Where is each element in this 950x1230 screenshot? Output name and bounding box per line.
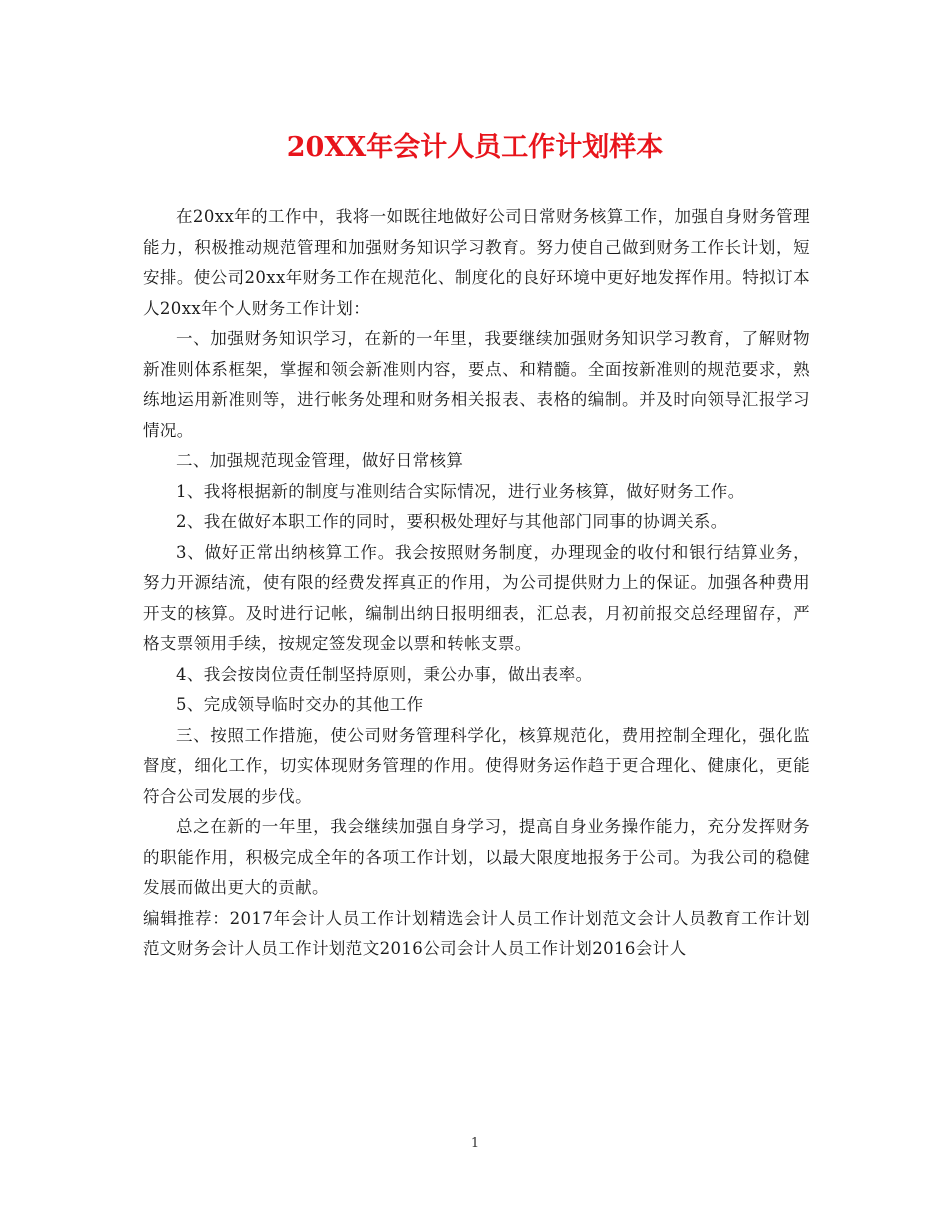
paragraph-section-2-heading: 二、加强规范现金管理，做好日常核算 bbox=[176, 451, 464, 470]
paragraph-intro: 在20xx年的工作中，我将一如既往地做好公司日常财务核算工作，加强自身财务管理能力，积极推动规范管理和加强财务知识学习教育。努力使自己做到财务工作长计划，短安排。使公司20xx年财务工作在规范化、制度化的良好环境中更好地发挥作用。特拟订本人20xx年个人财务工作计划： bbox=[143, 207, 810, 318]
paragraph-section-3: 三、按照工作措施，使公司财务管理科学化，核算规范化，费用控制全理化，强化监督度，细化工作，切实体现财务管理的作用。使得财务运作趋于更合理化、健康化，更能符合公司发展的步伐。 bbox=[143, 725, 810, 806]
recommend-text: 编辑推荐：2017年会计人员工作计划精选会计人员工作计划范文会计人员教育工作计划范文财务会计人员工作计划范文2016公司会计人员工作计划2016会计人 bbox=[143, 908, 810, 958]
paragraph-conclusion: 总之在新的一年里，我会继续加强自身学习，提高自身业务操作能力，充分发挥财务的职能作用，积极完成全年的各项工作计划，以最大限度地报务于公司。为我公司的稳健发展而做出更大的贡献。 bbox=[143, 817, 810, 897]
paragraph-item-2: 2、我在做好本职工作的同时，要积极处理好与其他部门同事的协调关系。 bbox=[176, 512, 728, 531]
paragraph-item-1: 1、我将根据新的制度与准则结合实际情况，进行业务核算，做好财务工作。 bbox=[176, 481, 745, 501]
paragraph-item-4: 4、我会按岗位责任制坚持原则，秉公办事，做出表率。 bbox=[176, 664, 593, 684]
document-body bbox=[143, 202, 810, 965]
page-number: 1 bbox=[470, 1136, 480, 1151]
paragraph-item-5: 5、完成领导临时交办的其他工作 bbox=[176, 695, 424, 714]
paragraph-item-3: 3、做好正常出纳核算工作。我会按照财务制度，办理现金的收付和银行结算业务，努力开源结流，使有限的经费发挥真正的作用，为公司提供财力上的保证。加强各种费用开支的核算。及时进行记帐，编制出纳日报明细表，汇总表，月初前报交总经理留存，严格支票领用手续，按规定签发现金以票和转帐支票。 bbox=[143, 542, 810, 653]
document-title: 20XX年会计人员工作计划样本 bbox=[286, 132, 664, 163]
paragraph-section-1: 一、加强财务知识学习，在新的一年里，我要继续加强财务知识学习教育，了解财物新准则体系框架，掌握和领会新准则内容，要点、和精髓。全面按新准则的规范要求，熟练地运用新准则等，进行帐务处理和财务相关报表、表格的编制。并及时向领导汇报学习情况。 bbox=[143, 329, 810, 440]
